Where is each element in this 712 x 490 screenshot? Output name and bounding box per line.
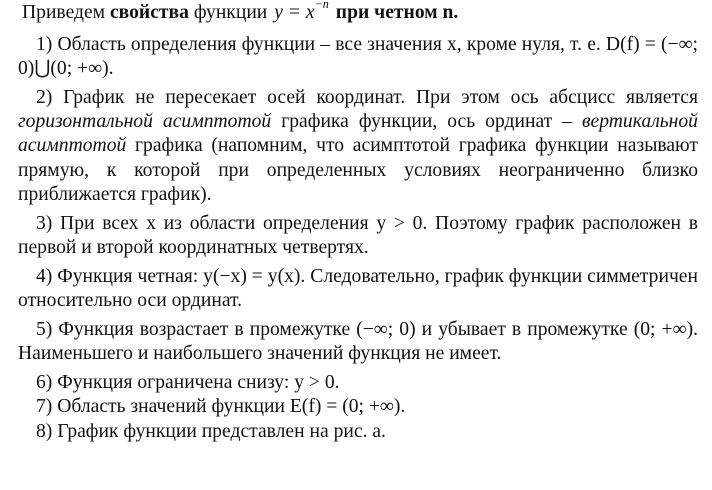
heading-bold-word: свойства: [109, 2, 189, 23]
property-item-2: [18, 86, 698, 206]
property-item-5: 5) Функция возрастает в промежутке (−∞; 0) и убывает в промежутке (0; +∞). Наименьшего и наибольшего значений функция не имеет.: [18, 319, 698, 365]
property-item-2-italic-a: горизонтальной асимптотой: [18, 111, 272, 133]
property-item-6: 6) Функция ограничена снизу: y > 0.: [36, 372, 340, 394]
property-item-4: 4) Функция четная: y(−x) = y(x). Следовательно, график функции симметричен относительно оси ординат.: [18, 265, 698, 312]
heading-middle: функции: [188, 2, 273, 23]
formula-exponent: −n: [314, 0, 329, 12]
property-item-1: 1) Область определения функции – все значения x, кроме нуля, т. е. D(f) = (−∞; 0)⋃(0; +∞).: [18, 34, 698, 80]
section-heading: [18, 1, 698, 25]
heading-formula: [274, 2, 329, 23]
property-item-8: 8) График функции представлен на рис. a.: [36, 420, 386, 442]
heading-tail: при четном n.: [335, 2, 459, 23]
property-item-7: 7) Область значений функции E(f) = (0; +∞).: [36, 396, 406, 418]
property-item-2-part-a: 2) График не пересекает осей координат. При этом ось абсцисс является: [36, 87, 698, 109]
property-item-2-italic-b: вертикальной асимптотой: [18, 111, 698, 157]
heading-lead: Приведем: [22, 2, 110, 23]
formula-base: y = x: [274, 2, 315, 23]
property-item-2-part-c: графика (напомним, что асимптотой графика функции называют прямую, к которой при определенных условиях неограниченно близко приближается график).: [18, 135, 698, 205]
property-item-2-part-b: графика функции, ось ординат –: [271, 111, 583, 133]
property-item-3: 3) При всех x из области определения y > 0. Поэтому график расположен в первой и второй координатных четвертях.: [18, 212, 698, 258]
